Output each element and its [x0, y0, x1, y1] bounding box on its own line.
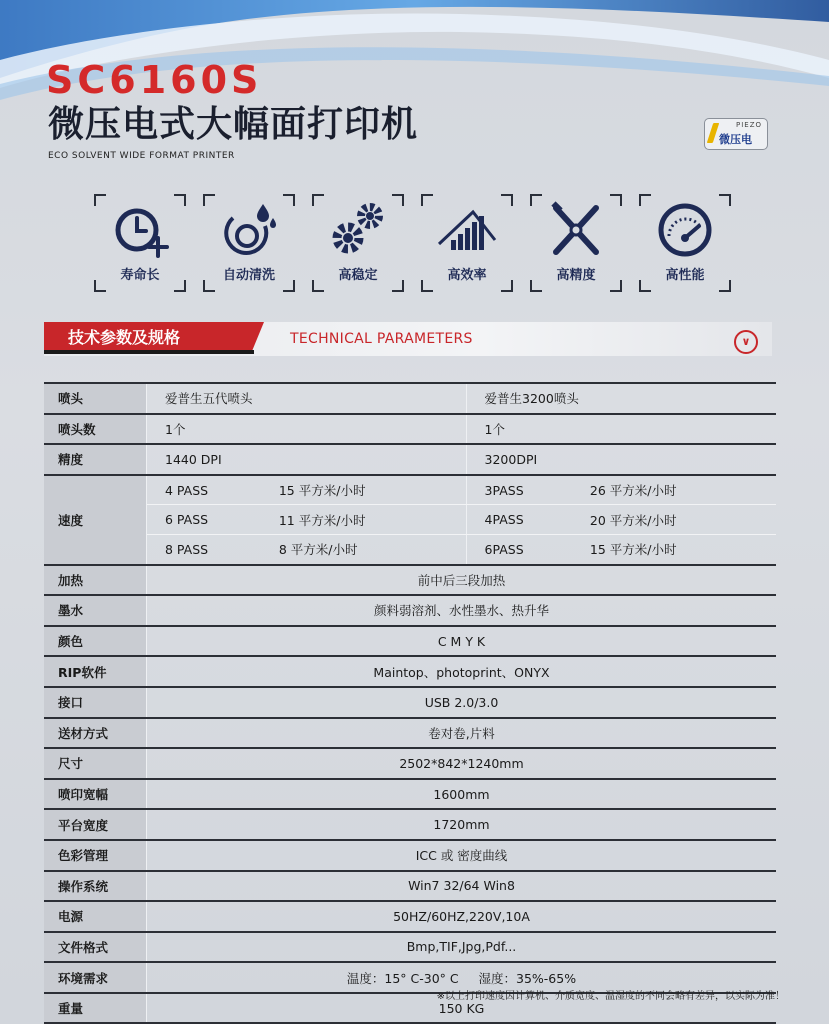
piezo-badge — [704, 118, 768, 150]
table-row — [44, 626, 776, 657]
spec-label: 重量 — [44, 993, 147, 1024]
table-row — [44, 565, 776, 596]
chevron-down-icon: ∨ — [734, 330, 758, 354]
feature-precision — [530, 194, 622, 292]
spec-label: 精度 — [44, 444, 147, 475]
footnote: ※以上打印速度因计算机、介质宽度、温湿度的不同会略有差异，以实际为准！ — [436, 991, 785, 1002]
feature-label: 高精度 — [556, 268, 596, 283]
speed-rate: 15 平方米/小时 — [279, 475, 466, 505]
speed-rate: 8 平方米/小时 — [279, 534, 466, 564]
speed-rate: 20 平方米/小时 — [590, 505, 776, 535]
spec-label: 喷头数 — [44, 414, 147, 445]
table-row — [44, 444, 776, 475]
feature-label: 高稳定 — [338, 268, 378, 283]
speed-pass: 6PASS — [466, 534, 590, 564]
table-row — [44, 809, 776, 840]
table-row — [44, 718, 776, 749]
spec-value: USB 2.0/3.0 — [147, 687, 777, 718]
spec-label: 平台宽度 — [44, 809, 147, 840]
feature-stability — [312, 194, 404, 292]
spec-label: 送材方式 — [44, 718, 147, 749]
section-title-zh: 技术参数及规格 — [68, 328, 181, 347]
spec-value: Bmp,TIF,Jpg,Pdf... — [147, 932, 777, 963]
spec-value: 50HZ/60HZ,220V,10A — [147, 901, 777, 932]
table-row — [44, 505, 776, 535]
table-row — [44, 962, 776, 993]
spec-label: 喷头 — [44, 383, 147, 414]
product-subtitle: ECO SOLVENT WIDE FORMAT PRINTER — [48, 151, 235, 161]
table-row — [44, 595, 776, 626]
table-row — [44, 748, 776, 779]
spec-value: 3200DPI — [466, 444, 776, 475]
feature-long-life — [94, 194, 186, 292]
piezo-badge-zh: 微压电 — [719, 133, 752, 146]
feature-label: 高性能 — [665, 268, 705, 283]
spec-label: 电源 — [44, 901, 147, 932]
spec-label: 环境需求 — [44, 962, 147, 993]
speed-rate: 15 平方米/小时 — [590, 534, 776, 564]
speed-rate: 11 平方米/小时 — [279, 505, 466, 535]
spec-label: 色彩管理 — [44, 840, 147, 871]
cleaning-drops-icon — [219, 200, 279, 260]
table-row — [44, 871, 776, 902]
spec-value: 1个 — [147, 414, 467, 445]
spec-value: 1440 DPI — [147, 444, 467, 475]
speed-pass: 4 PASS — [147, 475, 279, 505]
gauge-icon — [655, 200, 715, 260]
feature-auto-clean — [203, 194, 295, 292]
spec-table — [44, 382, 776, 1024]
spec-value: 卷对卷,片料 — [147, 718, 777, 749]
table-row — [44, 475, 776, 505]
spec-value: 爱普生五代喷头 — [147, 383, 467, 414]
table-row — [44, 414, 776, 445]
spec-value: 1720mm — [147, 809, 777, 840]
clock-plus-icon — [110, 200, 170, 260]
section-header-underline — [44, 350, 254, 354]
feature-label: 自动清洗 — [222, 268, 275, 283]
precision-tools-icon — [546, 200, 606, 260]
product-title: 微压电式大幅面打印机 — [48, 104, 419, 145]
piezo-badge-en: PIEZO — [735, 121, 762, 129]
table-row — [44, 840, 776, 871]
speed-pass: 6 PASS — [147, 505, 279, 535]
spec-label: RIP软件 — [44, 656, 147, 687]
speed-pass: 4PASS — [466, 505, 590, 535]
spec-label: 墨水 — [44, 595, 147, 626]
spec-value: ICC 或 密度曲线 — [147, 840, 777, 871]
feature-performance — [639, 194, 731, 292]
table-row — [44, 534, 776, 564]
table-row — [44, 901, 776, 932]
spec-label: 操作系统 — [44, 871, 147, 902]
spec-label: 喷印宽幅 — [44, 779, 147, 810]
table-row — [44, 656, 776, 687]
speed-rate: 26 平方米/小时 — [590, 475, 776, 505]
table-row — [44, 779, 776, 810]
speed-pass: 8 PASS — [147, 534, 279, 564]
spec-value: 爱普生3200喷头 — [466, 383, 776, 414]
feature-label: 寿命长 — [120, 268, 160, 283]
spec-value: 1个 — [466, 414, 776, 445]
feature-efficiency — [421, 194, 513, 292]
spec-value: 1600mm — [147, 779, 777, 810]
model-number: SC6160S — [46, 58, 263, 102]
spec-value: 温度：15° C-30° C 湿度：35%-65% — [147, 962, 777, 993]
feature-label: 高效率 — [447, 268, 487, 283]
spec-label: 尺寸 — [44, 748, 147, 779]
table-row — [44, 383, 776, 414]
spec-value: Win7 32/64 Win8 — [147, 871, 777, 902]
spec-label: 文件格式 — [44, 932, 147, 963]
section-title-en: TECHNICAL PARAMETERS — [290, 331, 473, 347]
spec-value: 2502*842*1240mm — [147, 748, 777, 779]
spec-value: 颜料弱溶剂、水性墨水、热升华 — [147, 595, 777, 626]
spec-value: 前中后三段加热 — [147, 565, 777, 596]
spec-label: 加热 — [44, 565, 147, 596]
spec-label: 速度 — [44, 475, 147, 565]
speed-pass: 3PASS — [466, 475, 590, 505]
spec-label: 接口 — [44, 687, 147, 718]
feature-icons — [94, 194, 734, 294]
spec-label: 颜色 — [44, 626, 147, 657]
spec-value: Maintop、photoprint、ONYX — [147, 656, 777, 687]
table-row — [44, 687, 776, 718]
gears-icon — [328, 200, 388, 260]
table-row — [44, 932, 776, 963]
bar-chart-icon — [437, 200, 497, 260]
spec-value: 150 KG — [147, 993, 777, 1024]
spec-value: C M Y K — [147, 626, 777, 657]
bolt-icon — [707, 123, 719, 143]
